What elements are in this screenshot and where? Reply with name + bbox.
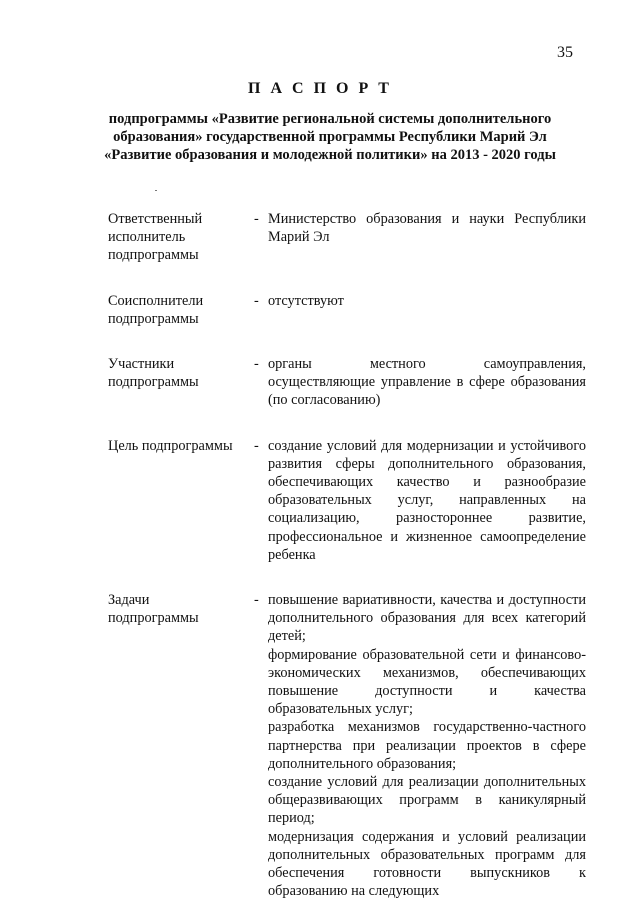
passport-row-participants: [108, 355, 586, 410]
row-dash: -: [254, 356, 259, 373]
row-value: отсутствуют: [268, 292, 344, 309]
task-item: разработка механизмов государственно-частного партнерства при реализации проектов в сфере дополнительного образования;: [268, 719, 586, 772]
row-label: Участники подпрограммы: [108, 356, 199, 391]
passport-row-coexecutors: [108, 292, 586, 328]
row-value: [268, 591, 586, 900]
page-number: 35: [557, 44, 573, 61]
passport-row-responsible: [108, 210, 586, 265]
subtitle-line: «Развитие образования и молодежной политики» на 2013 - 2020 годы: [104, 147, 556, 163]
document-subtitle: [70, 110, 590, 164]
row-value: Министерство образования и науки Республики Марий Эл: [268, 211, 586, 246]
task-item: создание условий для реализации дополнительных общеразвивающих программ в каникулярный период;: [268, 774, 586, 827]
row-label: Цель подпрограммы: [108, 437, 233, 454]
row-label: Ответственный исполнитель подпрограммы: [108, 211, 203, 264]
passport-table: [108, 210, 586, 901]
row-value: создание условий для модернизации и устойчивого развития сферы дополнительного образования, обеспечивающих качество и разнообразие образовательных услуг, направленных на социализацию, разностороннее развитие, профессиональное и жизненное самоопределение ребенка: [268, 437, 586, 563]
row-dash: -: [254, 437, 259, 454]
row-label: Задачи подпрограммы: [108, 592, 199, 627]
subtitle-line: образования» государственной программы Республики Марий Эл: [113, 129, 547, 145]
scan-mark: [155, 190, 157, 191]
row-value: органы местного самоуправления, осуществляющие управление в сфере образования (по согласованию): [268, 356, 586, 409]
row-dash: -: [254, 211, 259, 227]
passport-row-tasks: [108, 591, 586, 900]
row-dash: -: [254, 292, 259, 309]
document-title: П А С П О Р Т: [248, 80, 392, 97]
task-item: повышение вариативности, качества и доступности дополнительного образования для всех категорий детей;: [268, 592, 586, 645]
row-label: Соисполнители подпрограммы: [108, 292, 204, 327]
passport-row-goal: [108, 437, 586, 564]
task-item: формирование образовательной сети и финансово-экономических механизмов, обеспечивающих повышение доступности и качества образовательных услуг;: [268, 646, 586, 718]
row-dash: -: [254, 592, 259, 609]
subtitle-line: подпрограммы «Развитие региональной системы дополнительного: [108, 111, 552, 127]
task-item: модернизация содержания и условий реализации дополнительных образовательных программ для обеспечения готовности выпускников к образованию на следующих: [268, 828, 586, 900]
